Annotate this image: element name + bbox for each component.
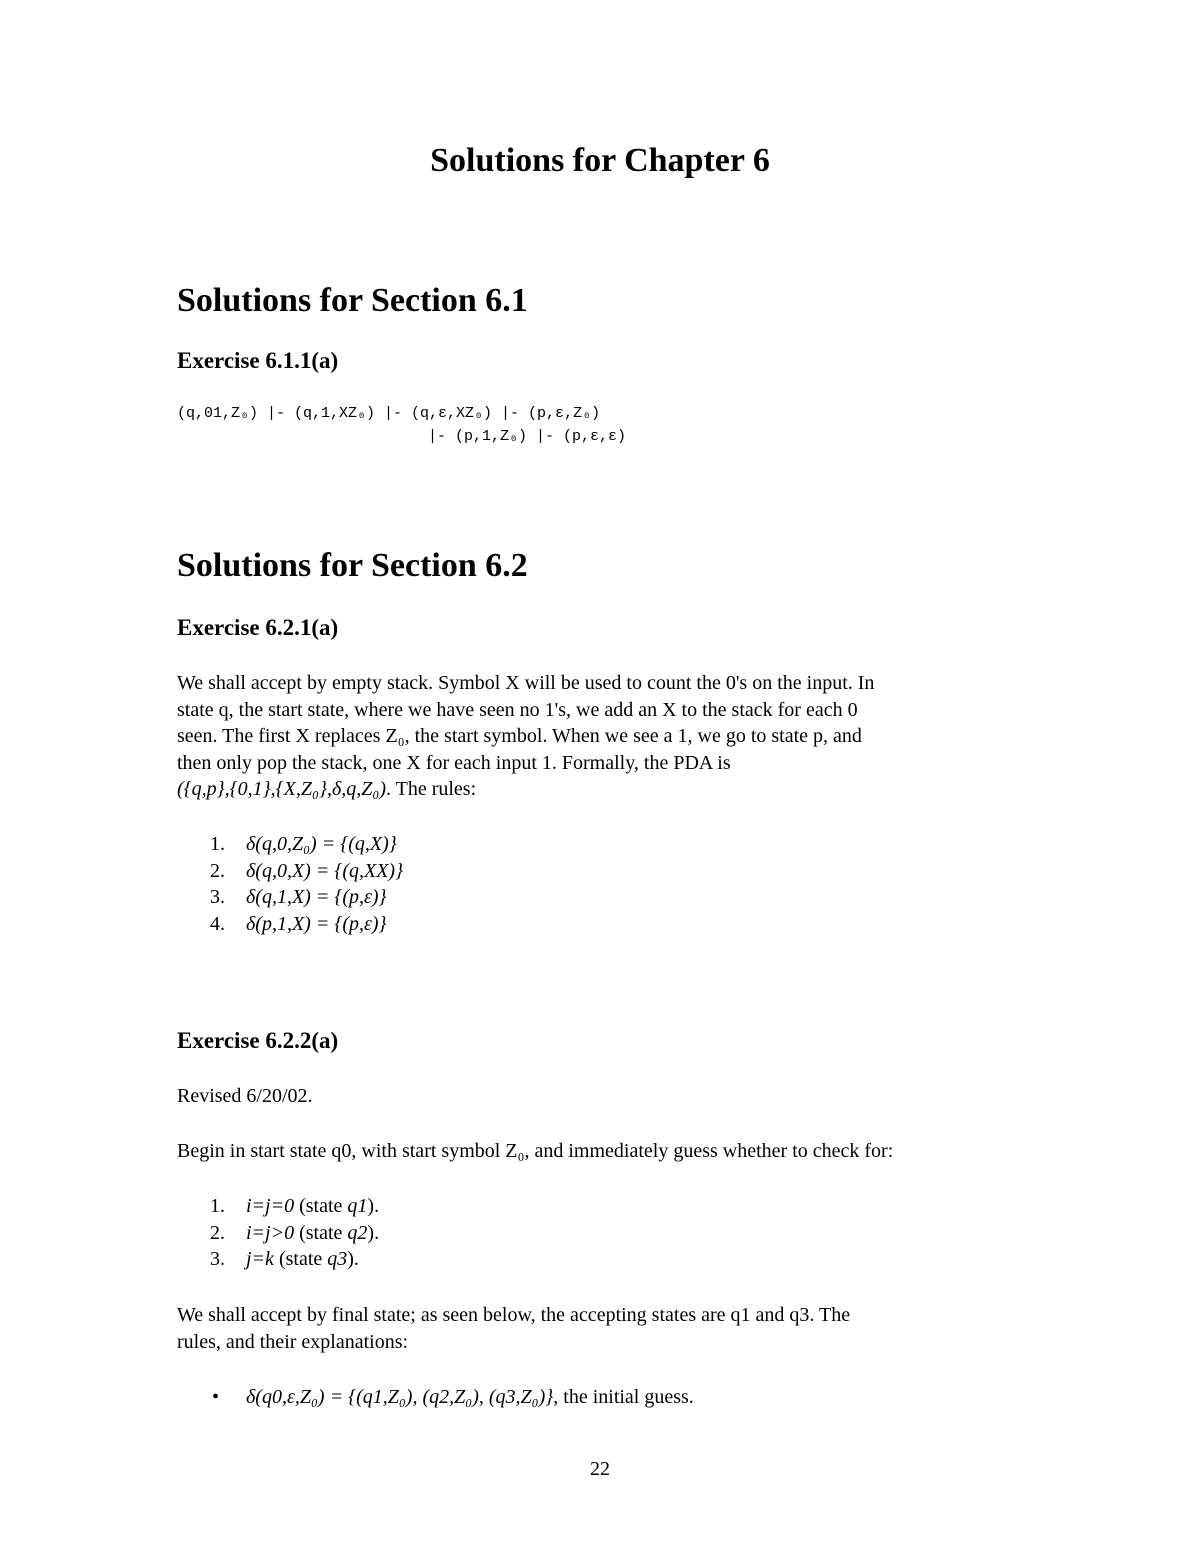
trace-line-1: (q,01,Z₀) |- (q,1,XZ₀) |- (q,ε,XZ₀) |- (p,ε,Z₀) [177,405,601,422]
condition: i=j=0 [246,1195,295,1217]
list-number: 4. [210,912,225,935]
paragraph-line: then only pop the stack, one X for each input 1. Formally, the PDA is [177,751,731,774]
list-text: (state [294,1195,348,1217]
list-text: ). [367,1221,380,1244]
paragraph-line: We shall accept by empty stack. Symbol X will be used to count the 0's on the input. In [177,672,875,694]
section-6-2-title: Solutions for Section 6.2 [177,547,528,584]
list-item [210,1193,379,1220]
exercise-6-2-1a-title: Exercise 6.2.1(a) [177,615,339,640]
chapter-title: Solutions for Chapter 6 [430,142,770,179]
state-name: q3 [327,1248,348,1271]
list-item [210,1220,379,1247]
exercise-6-1-1a-title: Exercise 6.1.1(a) [177,348,339,373]
paragraph-line: state q, the start state, where we have seen no 1's, we add an X to the stack for each 0 [177,698,858,721]
section-6-1-title: Solutions for Section 6.1 [177,282,528,319]
exercise-6-2-1a-paragraph [177,670,1037,803]
revised-note: Revised 6/20/02. [177,1085,313,1107]
list-number: 3. [210,1248,225,1271]
list-number: 1. [210,833,225,855]
rule-formula: δ(q,0,Z₀) = {(q,X)} [246,833,397,855]
pda-formula: ({q,p},{0,1},{X,Z₀},δ,q,Z₀) [177,778,386,801]
paragraph-line [177,776,1037,803]
bullet-icon: • [212,1386,220,1408]
list-text: (state [273,1248,328,1271]
paragraph-line: We shall accept by final state; as seen below, the accepting states are q1 and q3. The [177,1304,851,1326]
list-text: ). [347,1248,359,1271]
list-item [210,1246,379,1273]
paragraph-line: rules, and their explanations: [177,1330,409,1353]
accept-paragraph [177,1302,1037,1355]
list-item [210,858,403,885]
rules-list [210,831,403,937]
list-number: 2. [210,859,225,882]
condition: i=j>0 [246,1221,295,1244]
list-item [210,884,403,911]
list-text: (state [294,1221,348,1244]
list-item [210,911,403,938]
list-number: 2. [210,1221,225,1244]
checks-list [210,1193,379,1273]
rule-formula: δ(q,1,X) = {(p,ε)} [246,886,387,909]
list-text: ). [367,1195,380,1217]
list-item [210,1384,694,1411]
paragraph-line: seen. The first X replaces Z₀, the start symbol. When we see a 1, we go to state p, and [177,725,862,748]
list-item [210,831,403,858]
state-name: q1 [347,1195,368,1217]
paragraph-text: . The rules: [385,778,477,801]
explanations-list [210,1384,694,1411]
begin-paragraph: Begin in start state q0, with start symbol Z₀, and immediately guess whether to check for: [177,1140,894,1162]
rule-formula: δ(q,0,X) = {(q,XX)} [246,859,404,882]
state-name: q2 [347,1221,368,1244]
list-number: 3. [210,886,225,909]
rule-formula: δ(q0,ε,Z₀) = {(q1,Z₀), (q2,Z₀), (q3,Z₀)} [246,1386,554,1408]
page-number: 22 [590,1458,610,1480]
list-text: , the initial guess. [553,1386,694,1408]
list-number: 1. [210,1195,225,1217]
rule-formula: δ(p,1,X) = {(p,ε)} [246,912,387,935]
exercise-6-2-2a-title: Exercise 6.2.2(a) [177,1028,339,1053]
trace-line-2: |- (p,1,Z₀) |- (p,ε,ε) [428,428,627,445]
condition: j=k [246,1248,274,1271]
